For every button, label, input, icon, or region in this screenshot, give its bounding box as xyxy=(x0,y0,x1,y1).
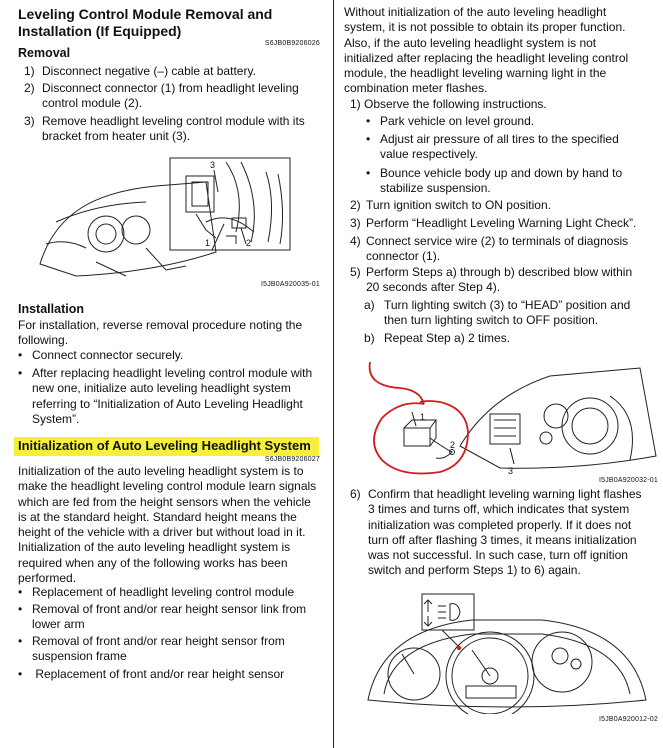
section-title-line1: Leveling Control Module Removal and xyxy=(18,6,273,22)
init-bullet-4: • Replacement of front and/or rear height sensor xyxy=(18,667,285,681)
removal-heading: Removal xyxy=(18,46,71,60)
substep-a: a) Turn lighting switch (3) to “HEAD” position and then turn lighting switch to OFF position. xyxy=(364,298,631,328)
step-6: 6) Confirm that headlight leveling warning light flashes 3 times and turns off, which indicates that system initialization was completed properly. If it does not turn off after flashing 3 times, it means initialization was not successful. In such case, turn off ignition switch and perform Steps 1) to 6) again. xyxy=(350,487,642,578)
figure3-code: I5JB0A920012-02 xyxy=(598,716,658,723)
init-heading: Initialization of Auto Leveling Headlight System xyxy=(14,437,319,456)
init-heading-highlight xyxy=(14,437,319,455)
figure-diagnosis-connector xyxy=(340,356,660,482)
installation-text: For installation, reverse removal procedure noting the following. xyxy=(18,318,303,348)
init-bullet-2: • Removal of front and/or rear height sensor link from lower arm xyxy=(18,602,307,632)
figure1-label-1: 1 xyxy=(205,238,211,248)
figure1-code: I5JB0A920035-01 xyxy=(260,281,320,288)
substep-b: b) Repeat Step a) 2 times. xyxy=(364,331,511,345)
init-bullet-3: • Removal of front and/or rear height sensor from suspension frame xyxy=(18,634,285,664)
step-3: 3) Perform “Headlight Leveling Warning Light Check”. xyxy=(350,216,637,230)
removal-step-1: 1) Disconnect negative (–) cable at battery. xyxy=(24,64,256,78)
step1-bullet-3: • Bounce vehicle body up and down by hand to stabilize suspension. xyxy=(366,166,623,196)
figure1-label-2: 2 xyxy=(246,238,252,248)
step-4: 4) Connect service wire (2) to terminals of diagnosis connector (1). xyxy=(350,234,629,264)
init-bullet-1: • Replacement of headlight leveling control module xyxy=(18,585,295,599)
step1-bullet-2: • Adjust air pressure of all tires to the specified value respectively. xyxy=(366,132,619,162)
section-code: S6JB0B9206026 xyxy=(264,40,320,47)
section-title-line2: Installation (If Equipped) xyxy=(18,23,182,39)
step1-bullet-1: • Park vehicle on level ground. xyxy=(366,114,535,128)
figure2-code: I5JB0A920032-01 xyxy=(598,477,658,484)
figure2-label-1: 1 xyxy=(420,412,426,422)
figure2-label-2: 2 xyxy=(450,440,456,450)
installation-bullet-1: • Connect connector securely. xyxy=(18,348,184,362)
init-text: Initialization of the auto leveling headlight system is to make the headlight leveling control module learn signals which are fed from the height sensors when the vehicle is at the standard height. Standard height means the height of the vehicle with a driver but without load in it. Initialization of the auto leveling headlight system is required when any of the following works has been performed. xyxy=(18,464,317,586)
figure-dashboard-module xyxy=(36,152,320,282)
step-5: 5) Perform Steps a) through b) described blow within 20 seconds after Step 4). xyxy=(350,265,633,295)
step-2: 2) Turn ignition switch to ON position. xyxy=(350,198,551,212)
intro-text: Without initialization of the auto leveling headlight system, it is not possible to obtain its proper function. Also, if the auto leveling headlight system is not initialized after replacing the headlight leveling control module, the headlight leveling warning light in the combination meter flashes. xyxy=(344,5,629,96)
figure1-label-3: 3 xyxy=(210,160,216,170)
installation-heading: Installation xyxy=(18,302,84,316)
figure-combination-meter xyxy=(362,590,652,714)
column-divider xyxy=(333,0,334,748)
init-code: S6JB0B9206027 xyxy=(264,456,320,463)
figure2-label-3: 3 xyxy=(508,466,514,476)
removal-step-2: 2) Disconnect connector (1) from headlight leveling control module (2). xyxy=(24,81,299,111)
removal-step-3: 3) Remove headlight leveling control module with its bracket from heater unit (3). xyxy=(24,114,305,144)
installation-bullet-2: • After replacing headlight leveling control module with new one, initialize auto leveling headlight system referring to “Initialization of Auto Leveling Headlight System”. xyxy=(18,366,313,426)
step-1: 1) Observe the following instructions. xyxy=(350,97,547,111)
